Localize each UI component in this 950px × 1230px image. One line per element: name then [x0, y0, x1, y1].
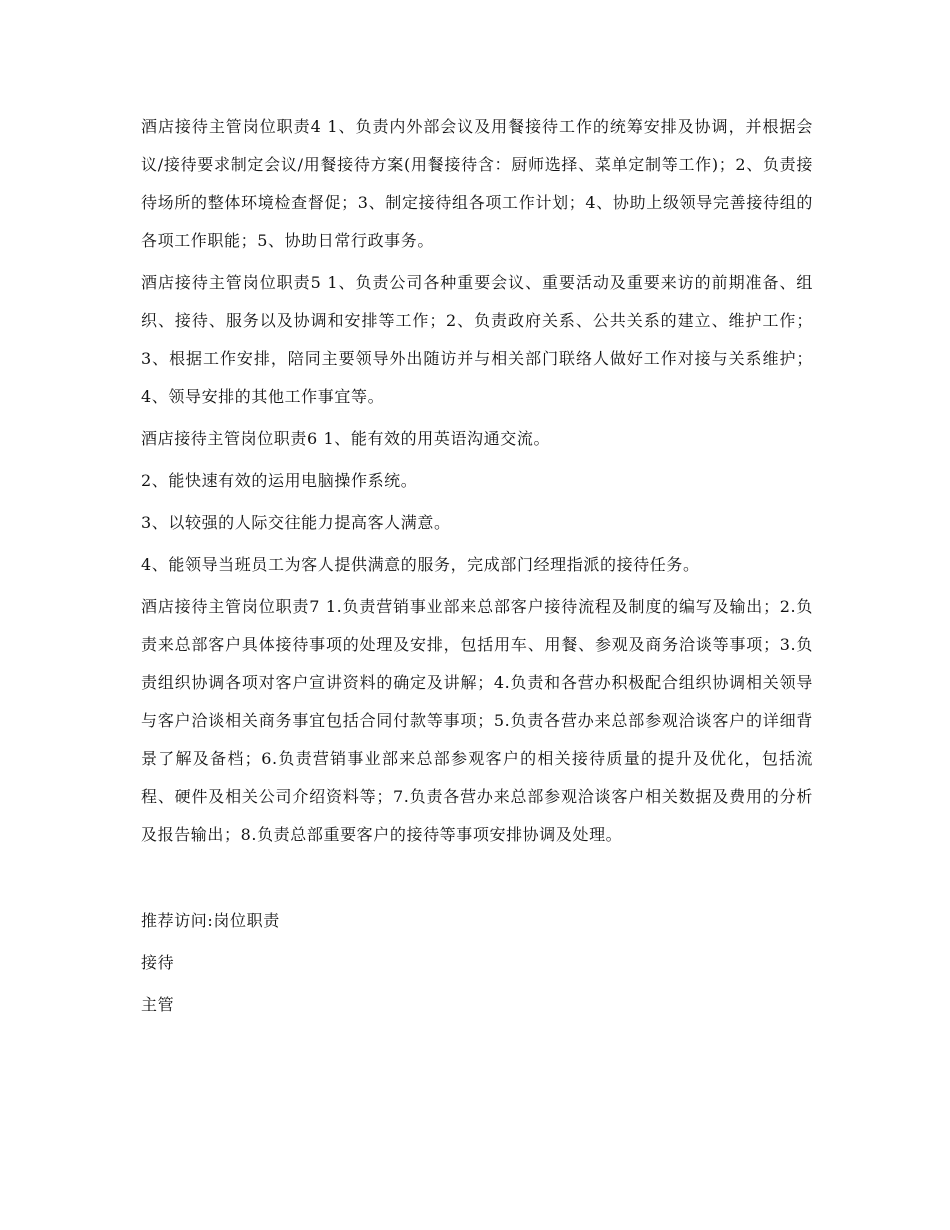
paragraph-duty-6: 酒店接待主管岗位职责6 1、能有效的用英语沟通交流。 — [141, 429, 551, 448]
recommend-tag-reception[interactable]: 接待 — [141, 953, 175, 972]
paragraph-duty-6-item-2: 2、能快速有效的运用电脑操作系统。 — [141, 471, 418, 490]
recommend-tag-supervisor[interactable]: 主管 — [141, 995, 175, 1014]
paragraph-duty-4: 酒店接待主管岗位职责4 1、负责内外部会议及用餐接待工作的统筹安排及协调，并根据会议/接待要求制定会议/用餐接待方案(用餐接待含：厨师选择、菜单定制等工作)；2、负责接待场所的整体环境检查督促；3、制定接待组各项工作计划；4、协助上级领导完善接待组的各项工作职能；5、协助日常行政事务。 — [141, 117, 813, 250]
recommend-label[interactable]: 推荐访问:岗位职责 — [141, 911, 280, 930]
section-spacer — [141, 858, 813, 902]
paragraph-duty-5: 酒店接待主管岗位职责5 1、负责公司各种重要会议、重要活动及重要来访的前期准备、组织、接待、服务以及协调和安排等工作；2、负责政府关系、公共关系的建立、维护工作；3、根据工作安排，陪同主要领导外出随访并与相关部门联络人做好工作对接与关系维护；4、领导安排的其他工作事宜等。 — [141, 273, 813, 406]
paragraph-duty-6-item-4: 4、能领导当班员工为客人提供满意的服务，完成部门经理指派的接待任务。 — [141, 555, 700, 574]
paragraph-duty-6-item-3: 3、以较强的人际交往能力提高客人满意。 — [141, 513, 451, 532]
paragraph-duty-7: 酒店接待主管岗位职责7 1.负责营销事业部来总部客户接待流程及制度的编写及输出；2.负责来总部客户具体接待事项的处理及安排，包括用车、用餐、参观及商务洽谈等事项；3.负责组织协调各项对客户宣讲资料的确定及讲解；4.负责和各营办积极配合组织协调相关领导与客户洽谈相关商务事宜包括合同付款等事项；5.负责各营办来总部参观洽谈客户的详细背景了解及备档；6.负责营销事业部来总部参观客户的相关接待质量的提升及优化，包括流程、硬件及相关公司介绍资料等；7.负责各营办来总部参观洽谈客户相关数据及费用的分析及报告输出；8.负责总部重要客户的接待等事项安排协调及处理。 — [141, 597, 813, 844]
document-body — [141, 108, 813, 1028]
